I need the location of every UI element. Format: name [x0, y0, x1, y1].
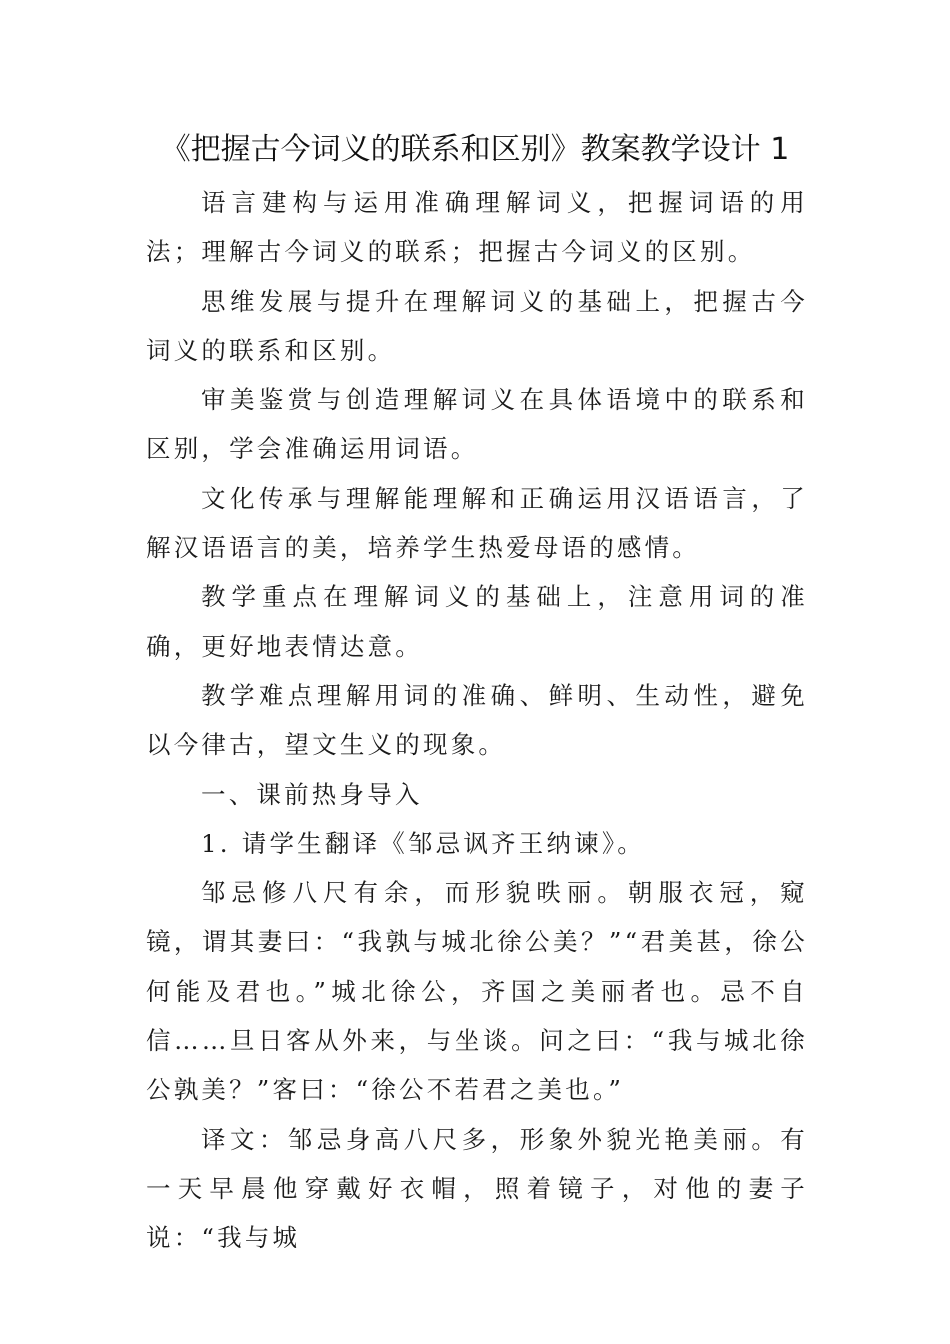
document-body	[146, 178, 808, 1263]
paragraph-classical-text: 邹忌修八尺有余，而形貌昳丽。朝服衣冠，窥镜，谓其妻曰：“我孰与城北徐公美？”“君美甚，徐公何能及君也。”城北徐公，齐国之美丽者也。忌不自信……旦日客从外来，与坐谈。问之曰：“我与城北徐公孰美？”客曰：“徐公不若君之美也。”	[146, 878, 808, 1105]
document-title: 《把握古今词义的联系和区别》教案教学设计 1	[160, 132, 790, 167]
section-heading-warmup: 一、课前热身导入	[201, 779, 423, 809]
paragraph-teaching-focus: 教学重点在理解词义的基础上，注意用词的准确，更好地表情达意。	[146, 582, 808, 661]
paragraph-core-competency-thinking: 思维发展与提升在理解词义的基础上，把握古今词义的联系和区别。	[146, 286, 808, 365]
paragraph-task-translate: 1. 请学生翻译《邹忌讽齐王纳谏》。	[201, 828, 646, 858]
paragraph-translation: 译文：邹忌身高八尺多，形象外貌光艳美丽。有一天早晨他穿戴好衣帽，照着镜子，对他的妻子说：“我与城	[146, 1124, 808, 1253]
paragraph-core-competency-aesthetics: 审美鉴赏与创造理解词义在具体语境中的联系和区别，学会准确运用词语。	[146, 385, 808, 464]
paragraph-core-competency-culture: 文化传承与理解能理解和正确运用汉语语言，了解汉语语言的美，培养学生热爱母语的感情。	[146, 483, 808, 563]
paragraph-core-competency-language: 语言建构与运用准确理解词义，把握词语的用法；理解古今词义的联系；把握古今词义的区别。	[146, 188, 808, 267]
paragraph-teaching-difficulty: 教学难点理解用词的准确、鲜明、生动性，避免以今律古，望文生义的现象。	[146, 680, 808, 760]
